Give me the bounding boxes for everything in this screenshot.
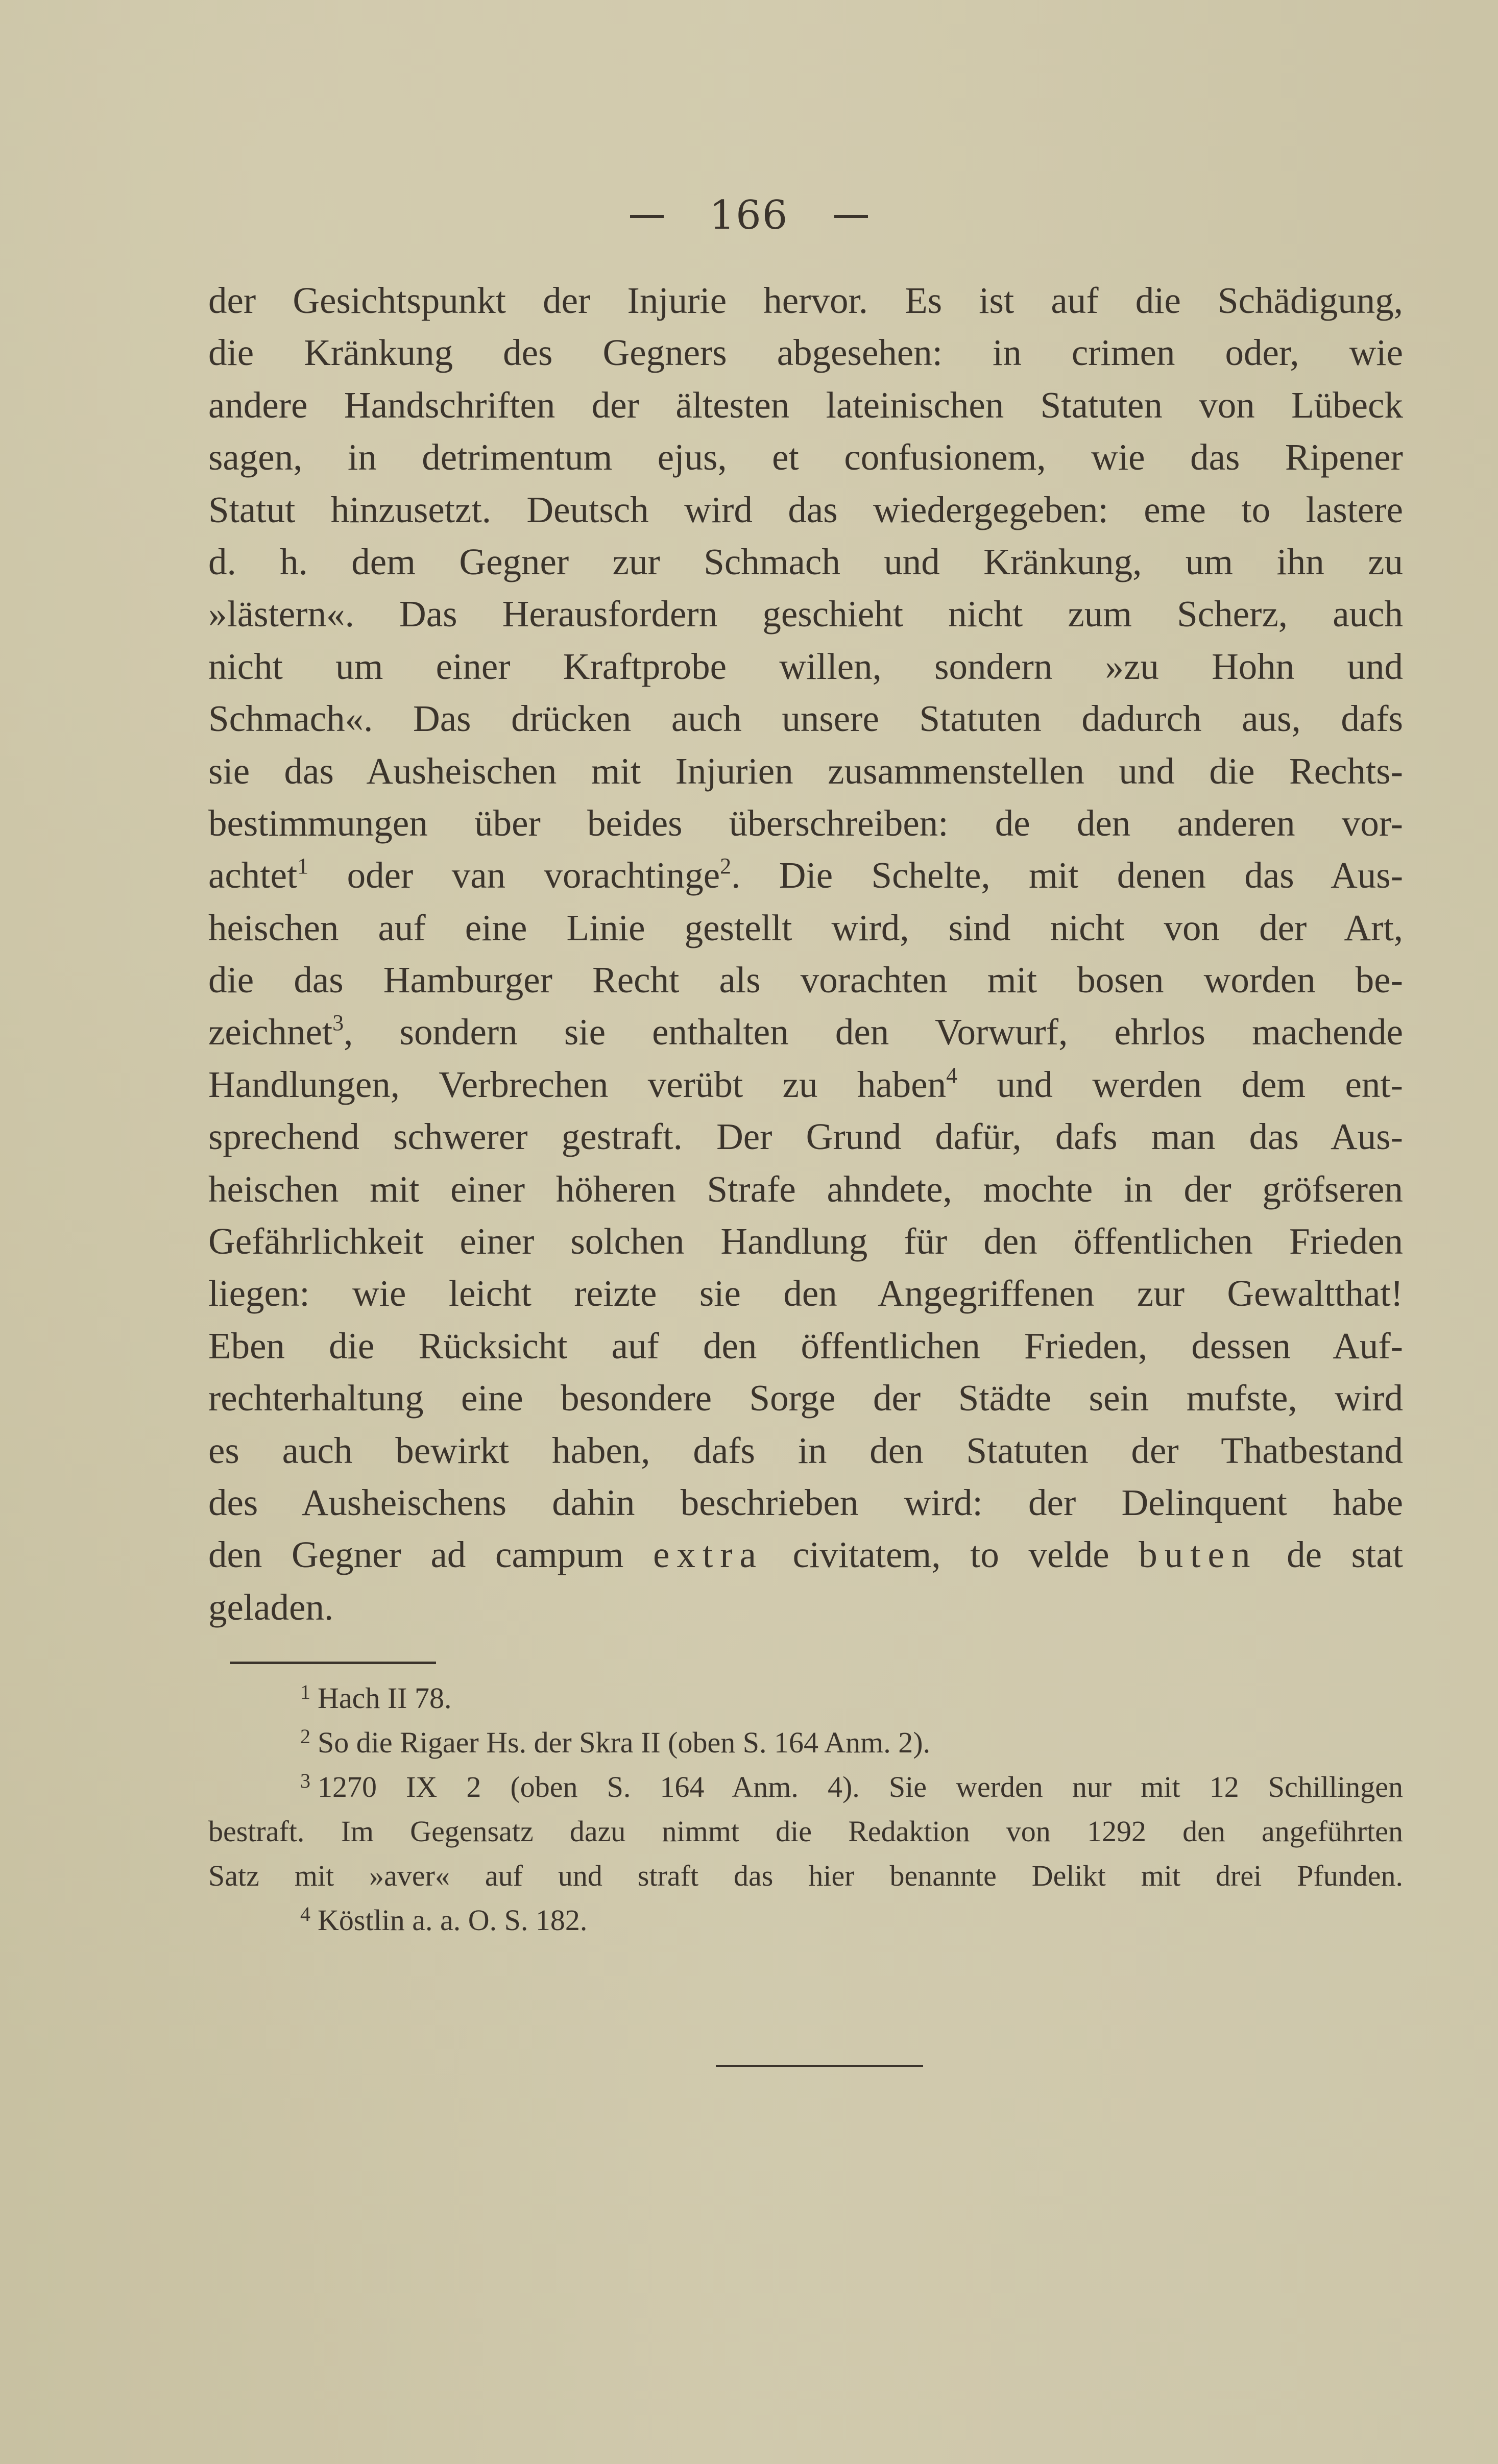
footnote-ref-3[interactable]: 3	[332, 1010, 344, 1036]
footnote-4	[208, 1898, 1403, 1942]
spaced-emphasis: buten	[1139, 1534, 1258, 1576]
footnote-mark: 1	[300, 1680, 310, 1703]
footnote-2	[208, 1720, 1403, 1765]
text-line: rechterhaltung eine besondere Sorge der Städte sein mufste, wird	[208, 1377, 1403, 1419]
text-line	[208, 1006, 1403, 1058]
text-line: Statut hinzusetzt. Deutsch wird das wiedergegeben: eme to lastere	[208, 489, 1403, 530]
footnote-ref-2[interactable]: 2	[720, 853, 732, 879]
page-number: 166	[709, 192, 789, 238]
footnote-3-continuation: Satz mit »aver« auf und straft das hier benannte Delikt mit drei Pfunden.	[208, 1859, 1403, 1892]
text-line: »lästern«. Das Herausfordern geschieht nicht zum Scherz, auch	[208, 593, 1403, 635]
page-header	[0, 190, 1498, 241]
header-dash-right	[834, 215, 868, 218]
footnote-mark: 2	[300, 1725, 310, 1748]
text-span: de stat	[1257, 1534, 1404, 1576]
text-line: die das Hamburger Recht als vorachten mit bosen worden be-	[208, 959, 1403, 1001]
footnote-text: So die Rigaer Hs. der Skra II (oben S. 164 Anm. 2).	[318, 1726, 931, 1759]
text-span: zeichnet	[208, 1011, 333, 1053]
footnote-3	[208, 1765, 1403, 1809]
footnote-separator	[230, 1662, 436, 1664]
text-span: Handlungen, Verbrechen verübt zu haben	[208, 1063, 947, 1105]
spaced-emphasis: extra	[653, 1534, 763, 1576]
end-of-page-rule	[716, 2065, 923, 2067]
text-line: d. h. dem Gegner zur Schmach und Kränkung, um ihn zu	[208, 541, 1403, 582]
footnote-ref-1[interactable]: 1	[297, 853, 309, 879]
text-line: der Gesichtspunkt der Injurie hervor. Es ist auf die Schädigung,	[208, 280, 1403, 321]
text-line: Eben die Rücksicht auf den öffentlichen Frieden, dessen Auf-	[208, 1325, 1403, 1367]
footnote-mark: 3	[300, 1769, 310, 1792]
footnote-ref-4[interactable]: 4	[946, 1062, 958, 1088]
footnote-text: 1270 IX 2 (oben S. 164 Anm. 4). Sie werden nur mit 12 Schillingen	[318, 1770, 1403, 1803]
text-line: die Kränkung des Gegners abgesehen: in crimen oder, wie	[208, 332, 1403, 374]
text-span: den Gegner ad campum	[208, 1534, 654, 1576]
text-line: es auch bewirkt haben, dafs in den Statuten der Thatbestand	[208, 1429, 1403, 1471]
text-line: des Ausheischens dahin beschrieben wird: der Delinquent habe	[208, 1481, 1403, 1523]
text-line	[208, 1529, 1403, 1581]
text-span: civitatem, to velde	[763, 1534, 1139, 1576]
text-line: geladen.	[208, 1586, 334, 1628]
text-line: Gefährlichkeit einer solchen Handlung für den öffentlichen Frieden	[208, 1221, 1403, 1262]
text-line: Schmach«. Das drücken auch unsere Statuten dadurch aus, dafs	[208, 698, 1403, 740]
text-line: sprechend schwerer gestraft. Der Grund dafür, dafs man das Aus-	[208, 1116, 1403, 1158]
footnote-text: Köstlin a. a. O. S. 182.	[318, 1904, 588, 1937]
footnote-3-continuation: bestraft. Im Gegensatz dazu nimmt die Redaktion von 1292 den angeführten	[208, 1815, 1403, 1848]
footnote-1	[208, 1676, 1403, 1720]
text-line: liegen: wie leicht reizte sie den Angegriffenen zur Gewaltthat!	[208, 1273, 1403, 1314]
body-text	[208, 275, 1403, 1633]
text-span: achtet	[208, 855, 298, 896]
text-span: , sondern sie enthalten den Vorwurf, ehrlos machende	[344, 1011, 1403, 1053]
text-span: oder van vorachtinge	[308, 855, 720, 896]
text-line: nicht um einer Kraftprobe willen, sondern »zu Hohn und	[208, 645, 1403, 687]
footnotes	[208, 1676, 1403, 1942]
footnote-text: Hach II 78.	[318, 1681, 452, 1715]
text-line: bestimmungen über beides überschreiben: de den anderen vor-	[208, 802, 1403, 844]
header-dash-left	[630, 215, 664, 218]
text-line: sie das Ausheischen mit Injurien zusammenstellen und die Rechts-	[208, 750, 1403, 792]
text-line	[208, 849, 1403, 901]
text-line: heischen auf eine Linie gestellt wird, sind nicht von der Art,	[208, 907, 1403, 948]
footnote-mark: 4	[300, 1902, 310, 1925]
text-line	[208, 1059, 1403, 1111]
text-line: andere Handschriften der ältesten lateinischen Statuten von Lübeck	[208, 384, 1403, 426]
text-span: . Die Schelte, mit denen das Aus-	[731, 855, 1404, 896]
text-line: heischen mit einer höheren Strafe ahndete, mochte in der gröfseren	[208, 1168, 1403, 1210]
text-line: sagen, in detrimentum ejus, et confusionem, wie das Ripener	[208, 436, 1403, 478]
text-span: und werden dem ent-	[957, 1063, 1403, 1105]
